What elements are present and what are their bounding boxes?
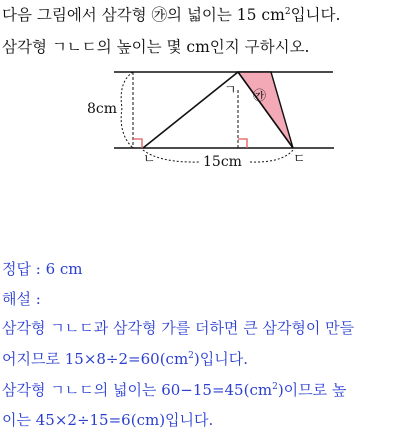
problem-line-2: 삼각형 ㄱㄴㄷ의 높이는 몇 cm인지 구하시오.: [2, 38, 310, 56]
solution-line-1: 삼각형 ㄱㄴㄷ과 삼각형 가를 더하면 큰 삼각형이 만들: [2, 319, 355, 337]
vertex-label-top: ㄱ: [224, 83, 237, 98]
problem-line-1-text: 다음 그림에서 삼각형 ㉮의 넓이는 15 cm: [2, 6, 285, 24]
shaded-triangle-label: ㉮: [253, 89, 267, 104]
height-label: 8cm: [87, 101, 118, 117]
problem-line-1-tail: 입니다.: [290, 6, 341, 24]
solution-line-4: 이는 45×2÷15=6(cm)입니다.: [2, 411, 214, 429]
answer-label: 정답 :: [2, 260, 46, 278]
solution-line-2-text: 어지므로 15×8÷2=60(cm: [2, 350, 189, 368]
base-label: 15cm: [203, 154, 242, 170]
solution-line-2: [2, 348, 248, 370]
solution-line-3-tail: )이므로 높: [277, 381, 347, 399]
right-angle-mark-left: [133, 139, 142, 148]
solution-line-3: [2, 379, 346, 401]
vertex-label-bottom-right: ㄷ: [293, 152, 306, 167]
solution-label: 해설 :: [2, 290, 41, 308]
answer-line: [2, 258, 83, 280]
vertex-label-bottom-left: ㄴ: [143, 152, 156, 167]
square-superscript: 2: [272, 382, 278, 392]
answer-value: 6 cm: [45, 260, 83, 278]
triangle-figure: [0, 0, 400, 200]
base-brace-right: [250, 150, 293, 162]
right-angle-mark-apex: [238, 139, 247, 148]
square-superscript: 2: [284, 7, 291, 17]
solution-line-3-text: 삼각형 ㄱㄴㄷ의 넓이는 60−15=45(cm: [2, 381, 273, 399]
height-brace: [121, 72, 133, 148]
square-superscript: 2: [188, 351, 194, 361]
solution-line-2-tail: )입니다.: [193, 350, 248, 368]
